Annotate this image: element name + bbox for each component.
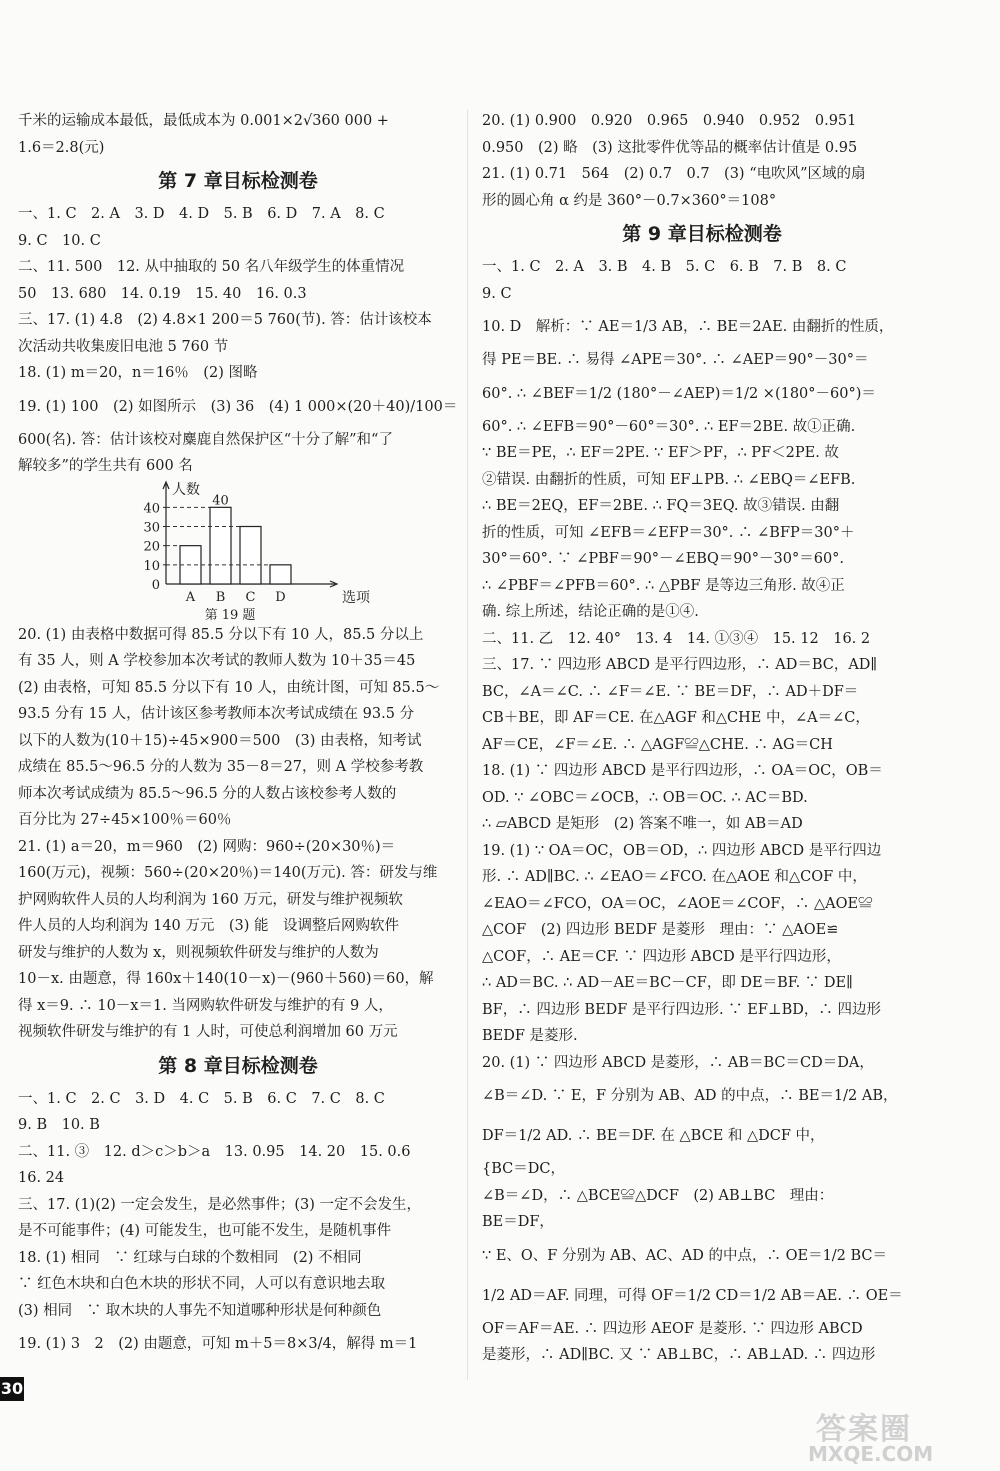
answer-line: 一、1. C 2. C 3. D 4. C 5. B 6. C 7. C 8. C: [18, 1090, 385, 1107]
x-tick-label: A: [185, 589, 196, 605]
answer-line: 一、1. C 2. A 3. B 4. B 5. C 6. B 7. B 8. C: [482, 259, 847, 275]
bar: [270, 564, 291, 583]
answer-line: ∴ ∠PBF＝∠PFB＝60°. ∴ △PBF 是等边三角形. 故④正: [482, 577, 845, 594]
answer-line: 成绩在 85.5～96.5 分的人数为 35－8＝27，则 A 学校参考教: [18, 759, 424, 775]
x-tick-label: C: [245, 589, 256, 605]
answer-line: 30°＝60°. ∵ ∠PBF＝90°－∠EBQ＝90°－30°＝60°.: [482, 551, 845, 567]
answer-line: ∵ 红色木块和白色木块的形状不同，人可以有意识地去取: [18, 1276, 386, 1292]
watermark-logo: [808, 1404, 994, 1466]
x-tick-label: D: [275, 589, 286, 605]
right-column: [482, 108, 922, 1369]
answer-line: 19. (1) 3 2 (2) 由题意，可知 m＋5＝8×3/4，解得 m＝1: [18, 1336, 418, 1352]
page-number: 30: [0, 1377, 24, 1401]
y-tick-label: 20: [143, 539, 160, 555]
answer-line: ∴ ▱ABCD 是矩形 (2) 答案不唯一，如 AB＝AD: [482, 816, 803, 832]
answer-line: △COF (2) 四边形 BEDF 是菱形 理由：∵ △AOE≌: [482, 922, 839, 938]
answer-line: 次活动共收集废旧电池 5 760 节: [18, 338, 229, 355]
answer-line: OD. ∵ ∠OBC＝∠OCB，∴ OB＝OC. ∴ AC＝BD.: [482, 789, 808, 806]
answer-line: 0.950 (2) 略 (3) 这批零件优等品的概率估计值是 0.95: [482, 139, 858, 156]
answer-line: 18. (1) 相同 ∵ 红球与白球的个数相同 (2) 不相同: [18, 1249, 362, 1266]
answer-line: 19. (1) 100 (2) 如图所示 (3) 36 (4) 1 000×(20＋40)/100＝: [18, 398, 458, 415]
x-axis-label: 选项: [342, 589, 370, 606]
answer-line: 18. (1) m＝20，n＝16％ (2) 图略: [18, 365, 258, 381]
answer-line: 50 13. 680 14. 0.19 15. 40 16. 0.3: [18, 285, 307, 302]
answer-line: 1.6＝2.8(元): [18, 139, 105, 156]
answer-line: 9. C: [482, 285, 512, 302]
y-tick-label: 0: [151, 577, 160, 593]
section-heading: 第 7 章目标检测卷: [158, 170, 318, 192]
answer-line: 得 x＝9. ∴ 10－x＝1. 当网购软件研发与维护的有 9 人，: [18, 997, 393, 1014]
answer-line: (3) 相同 ∵ 取木块的人事先不知道哪种形状是何种颜色: [18, 1302, 382, 1319]
answer-line: 件人员的人均利润为 140 万元 (3) 能 设调整后网购软件: [18, 918, 400, 934]
chart-svg: [18, 480, 458, 622]
answer-line: 得 PE＝BE. ∴ 易得 ∠APE＝30°. ∴ ∠AEP＝90°－30°＝: [482, 352, 869, 368]
answer-line: BF，∴ 四边形 BEDF 是平行四边形. ∵ EF⊥BD，∴ 四边形: [482, 1001, 881, 1018]
chart-caption: 第 19 题: [204, 607, 256, 622]
answer-line: BC，∠A＝∠C. ∴ ∠F＝∠E. ∵ BE＝DF，∴ AD＋DF＝: [482, 683, 859, 700]
y-tick-label: 40: [143, 500, 160, 516]
answer-line: 60°. ∴ ∠EFB＝90°－60°＝30°. ∴ EF＝2BE. 故①正确.: [482, 418, 856, 435]
section-heading: 第 8 章目标检测卷: [158, 1054, 318, 1077]
answer-line: 160(万元)，视频：560÷(20×20％)＝140(万元). 答：研发与维: [18, 865, 438, 881]
answer-line: 研发与维护的人数为 x，则视频软件研发与维护的人数为: [18, 944, 379, 961]
answer-line: ∠EAO＝∠FCO，OA＝OC，∠AOE＝∠COF，∴ △AOE≌: [482, 895, 873, 912]
answer-line: 9. C 10. C: [18, 232, 101, 249]
answer-line: ∵ BE＝PE，∴ EF＝2PE. ∵ EF＞PF，∴ PF＜2PE. 故: [482, 445, 839, 461]
answer-line: ∠B＝∠D. ∵ E，F 分别为 AB、AD 的中点，∴ BE＝1/2 AB，: [482, 1088, 898, 1104]
answer-line: 三、17. ∵ 四边形 ABCD 是平行四边形，∴ AD＝BC，AD∥: [482, 657, 878, 673]
answer-line: 60°. ∴ ∠BEF＝1/2 (180°－∠AEP)＝1/2 ×(180°－60°)＝: [482, 385, 876, 402]
answer-line: 是不可能事件；(4) 可能发生，也可能不发生，是随机事件: [18, 1223, 392, 1239]
answer-line: 形的圆心角 α 约是 360°－0.7×360°＝108°: [482, 192, 777, 209]
answer-line: ∴ BE＝2EQ，EF＝2BE. ∴ FQ＝3EQ. 故③错误. 由翻: [482, 498, 840, 514]
answer-line: 16. 24: [18, 1170, 65, 1186]
answer-line: 二、11. ③ 12. d＞c＞b＞a 13. 0.95 14. 20 15. 0.6: [18, 1143, 411, 1160]
answer-line: 护网购软件人员的人均利润为 160 万元，研发与维护视频软: [18, 891, 403, 908]
answer-line: AF＝CE，∠F＝∠E. ∴ △AGF≌△CHE. ∴ AG＝CH: [482, 736, 833, 753]
answer-line: DF＝1/2 AD. ∴ BE＝DF. 在 △BCE 和 △DCF 中，: [482, 1128, 825, 1144]
answer-line: 21. (1) a＝20，m＝960 (2) 网购：960÷(20×30％)＝: [18, 838, 396, 855]
answer-line: (2) 由表格，可知 85.5 分以下有 10 人，由统计图，可知 85.5～: [18, 679, 440, 696]
answer-line: 10－x. 由题意，得 160x＋140(10－x)－(960＋560)＝60，解: [18, 971, 434, 987]
answer-line: BE＝DF，: [482, 1214, 554, 1230]
answer-line: BEDF 是菱形.: [482, 1028, 578, 1044]
answer-line: ∠B＝∠D，∴ △BCE≌△DCF (2) AB⊥BC 理由：: [482, 1187, 834, 1204]
column-divider: [467, 110, 468, 1380]
answer-line: 师本次考试成绩为 85.5～96.5 分的人数占该校参考人数的: [18, 785, 397, 802]
answer-line: 解较多”的学生共有 600 名: [18, 458, 193, 474]
answer-line: 9. B 10. B: [18, 1117, 100, 1133]
answer-line: 93.5 分有 15 人，估计该区参考教师本次考试成绩在 93.5 分: [18, 706, 415, 722]
answer-line: 千米的运输成本最低，最低成本为 0.001×2√360 000 +: [18, 113, 389, 129]
answer-line: ∴ AD＝BC. ∴ AD－AE＝BC－CF，即 DE＝BF. ∵ DE∥: [482, 975, 853, 991]
x-tick-label: B: [215, 589, 226, 605]
answer-line: 是菱形，∴ AD∥BC. 又 ∵ AB⊥BC，∴ AB⊥AD. ∴ 四边形: [482, 1347, 876, 1363]
answer-line: 18. (1) ∵ 四边形 ABCD 是平行四边形，∴ OA＝OC，OB＝: [482, 763, 883, 779]
answer-line: 形. ∴ AD∥BC. ∴ ∠EAO＝∠FCO. 在△AOE 和△COF 中，: [482, 869, 867, 885]
answer-line: 确. 综上所述，结论正确的是①④.: [482, 604, 699, 620]
answer-line: 视频软件研发与维护的有 1 人时，可使总利润增加 60 万元: [18, 1024, 398, 1040]
answer-line: 20. (1) 0.900 0.920 0.965 0.940 0.952 0.951: [482, 113, 857, 129]
y-tick-label: 30: [143, 520, 160, 535]
answer-line: 20. (1) ∵ 四边形 ABCD 是菱形，∴ AB＝BC＝CD＝DA，: [482, 1054, 874, 1071]
answer-line: ②错误. 由翻折的性质，可知 EF⊥PB. ∴ ∠EBQ＝∠EFB.: [482, 471, 856, 488]
answer-line: 有 35 人，则 A 学校参加本次考试的教师人数为 10＋35＝45: [18, 653, 416, 669]
bar-chart-figure-19: [18, 480, 458, 622]
data-label: 40: [212, 492, 229, 508]
answer-line: 折的性质，可知 ∠EFB＝∠EFP＝30°. ∴ ∠BFP＝30°＋: [482, 524, 855, 541]
answer-line: 10. D 解析：∵ AE＝1/3 AB，∴ BE＝2AE. 由翻折的性质，: [482, 319, 894, 335]
answer-line: 600(名). 答：估计该校对麋鹿自然保护区“十分了解”和“了: [18, 431, 393, 448]
watermark-text: 答案圈: [816, 1412, 912, 1447]
answer-line: 三、17. (1)(2) 一定会发生，是必然事件；(3) 一定不会发生，: [18, 1196, 422, 1213]
y-axis-label: 人数: [172, 481, 200, 498]
answer-line: ∵ E、O、F 分别为 AB、AC、AD 的中点，∴ OE＝1/2 BC＝: [482, 1247, 888, 1264]
answer-line: △COF，∴ AE＝CF. ∵ 四边形 ABCD 是平行四边形，: [482, 948, 841, 965]
y-tick-label: 10: [143, 558, 160, 574]
section-heading: 第 9 章目标检测卷: [622, 223, 782, 245]
answer-line: OF＝AF＝AE. ∴ 四边形 AEOF 是菱形. ∵ 四边形 ABCD: [482, 1320, 863, 1337]
answer-line: CB＋BE，即 AF＝CE. 在△AGF 和△CHE 中，∠A＝∠C，: [482, 710, 870, 726]
answer-line: 二、11. 500 12. 从中抽取的 50 名八年级学生的体重情况: [18, 259, 405, 275]
answer-line: 19. (1) ∵ OA＝OC，OB＝OD，∴ 四边形 ABCD 是平行四边: [482, 842, 882, 859]
bar: [240, 526, 261, 584]
left-column: [18, 108, 458, 1364]
watermark-url: MXQE.COM: [808, 1442, 934, 1466]
bar: [210, 507, 231, 584]
answer-line: 三、17. (1) 4.8 (2) 4.8×1 200＝5 760(节). 答：估计该校本: [18, 312, 432, 328]
answer-line: 20. (1) 由表格中数据可得 85.5 分以下有 10 人，85.5 分以上: [18, 626, 424, 643]
answer-line: 21. (1) 0.71 564 (2) 0.7 0.7 (3) “电吹风”区域的扇: [482, 166, 866, 182]
answer-line: 二、11. 乙 12. 40° 13. 4 14. ①③④ 15. 12 16. 2: [482, 630, 871, 647]
answer-line: 1/2 AD＝AF. 同理，可得 OF＝1/2 CD＝1/2 AB＝AE. ∴ OE＝: [482, 1287, 903, 1304]
answer-line: 一、1. C 2. A 3. D 4. D 5. B 6. D 7. A 8. C: [18, 206, 385, 222]
answer-line: 以下的人数为(10＋15)÷45×900＝500 (3) 由表格，知考试: [18, 732, 422, 749]
answer-line: 百分比为 27÷45×100％＝60％: [18, 812, 232, 828]
answer-line: {BC＝DC，: [482, 1161, 565, 1177]
